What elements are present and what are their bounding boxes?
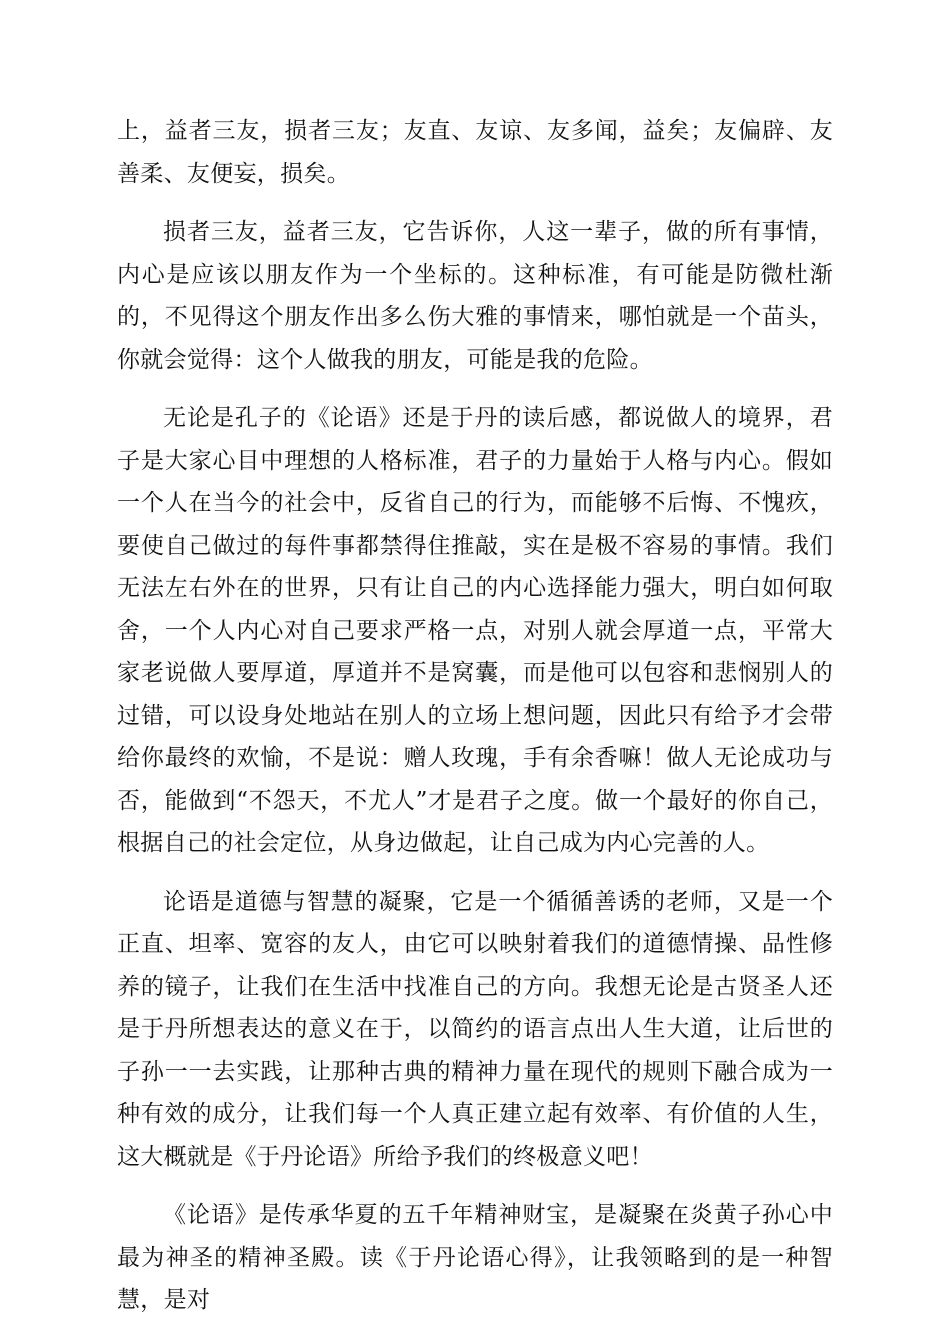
paragraph-1: 上，益者三友，损者三友；友直、友谅、友多闻，益矣；友偏辟、友善柔、友便妄，损矣。 bbox=[117, 118, 833, 187]
paragraph-5: 《论语》是传承华夏的五千年精神财宝，是凝聚在炎黄子孙心中最为神圣的精神圣殿。读《于丹论语心得》，让我领略到的是一种智慧，是对 bbox=[117, 1202, 833, 1313]
paragraph-3: 无论是孔子的《论语》还是于丹的读后感，都说做人的境界，君子是大家心目中理想的人格标准，君子的力量始于人格与内心。假如一个人在当今的社会中，反省自己的行为，而能够不后悔、不愧疚，要使自己做过的每件事都禁得住推敲，实在是极不容易的事情。我们无法左右外在的世界，只有让自己的内心选择能力强大，明白如何取舍，一个人内心对自己要求严格一点，对别人就会厚道一点，平常大家老说做人要厚道，厚道并不是窝囊，而是他可以包容和悲悯别人的过错，可以设身处地站在别人的立场上想问题，因此只有给予才会带给你最终的欢愉，不是说：赠人玫瑰，手有余香嘛！做人无论成功与否，能做到“不怨天，不尤人”才是君子之度。做一个最好的你自己，根据自己的社会定位，从身边做起，让自己成为内心完善的人。 bbox=[117, 405, 833, 856]
document-body bbox=[117, 110, 833, 1338]
paragraph-2: 损者三友，益者三友，它告诉你，人这一辈子，做的所有事情，内心是应该以朋友作为一个坐标的。这种标准，有可能是防微杜渐的，不见得这个朋友作出多么伤大雅的事情来，哪怕就是一个苗头，你就会觉得：这个人做我的朋友，可能是我的危险。 bbox=[117, 219, 833, 373]
paragraph-4: 论语是道德与智慧的凝聚，它是一个循循善诱的老师，又是一个正直、坦率、宽容的友人，由它可以映射着我们的道德情操、品性修养的镜子，让我们在生活中找准自己的方向。我想无论是古贤圣人还是于丹所想表达的意义在于，以简约的语言点出人生大道，让后世的子孙一一去实践，让那种古典的精神力量在现代的规则下融合成为一种有效的成分，让我们每一个人真正建立起有效率、有价值的人生，这大概就是《于丹论语》所给予我们的终极意义吧！ bbox=[117, 888, 833, 1170]
